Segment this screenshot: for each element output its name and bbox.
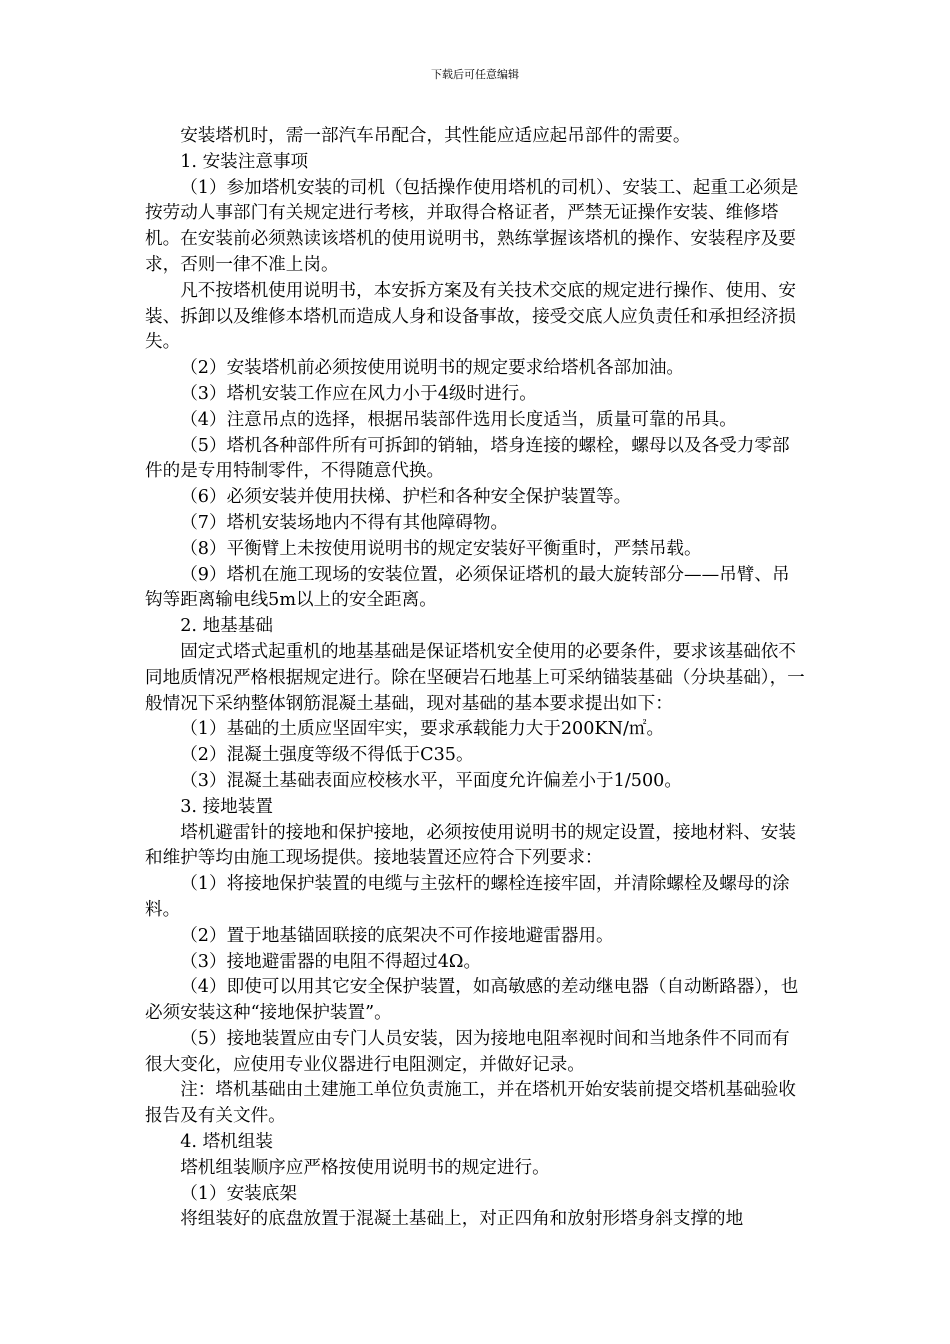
paragraph: （5）塔机各种部件所有可拆卸的销轴，塔身连接的螺栓，螺母以及各受力零部件的是专用特制零件，不得随意代换。: [145, 435, 790, 482]
paragraph: 固定式塔式起重机的地基基础是保证塔机安全使用的必要条件，要求该基础依不同地质情况严格根据规定进行。除在坚硬岩石地基上可采纳锚装基础（分块基础），一般情况下采纳整体钢筋混凝土基础，现对基础的基本要求提出如下：: [145, 641, 805, 714]
section-heading: 2. 地基基础: [180, 616, 273, 637]
paragraph: （2）安装塔机前必须按使用说明书的规定要求给塔机各部加油。: [180, 358, 685, 379]
section-heading: 3. 接地装置: [180, 796, 273, 817]
paragraph: （6）必须安装并使用扶梯、护栏和各种安全保护装置等。: [180, 487, 632, 508]
section-heading: 4. 塔机组装: [180, 1132, 273, 1153]
paragraph: （4）注意吊点的选择，根据吊装部件选用长度适当，质量可靠的吊具。: [180, 409, 737, 430]
paragraph: （3）混凝土基础表面应校核水平，平面度允许偏差小于1/500。: [180, 770, 682, 791]
paragraph: （1）将接地保护装置的电缆与主弦杆的螺栓连接牢固，并清除螺栓及螺母的涂料。: [145, 874, 790, 920]
note-paragraph: 注：塔机基础由土建施工单位负责施工，并在塔机开始安装前提交塔机基础验收报告及有关文件。: [145, 1080, 796, 1127]
paragraph: （3）塔机安装工作应在风力小于4级时进行。: [180, 383, 537, 404]
section-heading: 1. 安装注意事项: [180, 151, 309, 172]
paragraph: （2）混凝土强度等级不得低于C35。: [180, 745, 474, 766]
page-header: 下载后可任意编辑: [431, 68, 519, 81]
paragraph: （9）塔机在施工现场的安装位置，必须保证塔机的最大旋转部分——吊臂、吊钩等距离输电线5m以上的安全距离。: [145, 564, 790, 611]
paragraph: （1）安装底架: [180, 1183, 297, 1204]
paragraph: （4）即使可以用其它安全保护装置，如高敏感的差动继电器（自动断路器），也必须安装这种“接地保护装置”。: [145, 977, 799, 1024]
paragraph: 安装塔机时，需一部汽车吊配合，其性能应适应起吊部件的需要。: [180, 126, 691, 146]
paragraph: 凡不按塔机使用说明书，本安拆方案及有关技术交底的规定进行操作、使用、安装、拆卸以及维修本塔机而造成人身和设备事故，接受交底人应负责任和承担经济损失。: [145, 280, 796, 353]
paragraph: （5）接地装置应由专门人员安装，因为接地电阻率视时间和当地条件不同而有很大变化，应使用专业仪器进行电阻测定，并做好记录。: [145, 1028, 790, 1075]
paragraph: （8）平衡臂上未按使用说明书的规定安装好平衡重时，严禁吊载。: [180, 538, 702, 559]
paragraph: （1）基础的土质应坚固牢实，要求承载能力大于200KN/㎡。: [180, 719, 665, 740]
paragraph: （1）参加塔机安装的司机（包括操作使用塔机的司机）、安装工、起重工必须是按劳动人事部门有关规定进行考核，并取得合格证者，严禁无证操作安装、维修塔机。在安装前必须熟读该塔机的使用说明书，熟练掌握该塔机的操作、安装程序及要求，否则一律不准上岗。: [145, 177, 799, 275]
paragraph: （2）置于地基锚固联接的底架决不可作接地避雷器用。: [180, 925, 614, 946]
document-body: [145, 124, 805, 1233]
paragraph: 塔机避雷针的接地和保护接地，必须按使用说明书的规定设置，接地材料、安装和维护等均由施工现场提供。接地装置还应符合下列要求：: [145, 822, 796, 869]
paragraph: （7）塔机安装场地内不得有其他障碍物。: [180, 512, 509, 533]
paragraph: 塔机组装顺序应严格按使用说明书的规定进行。: [180, 1157, 550, 1178]
paragraph: 将组装好的底盘放置于混凝土基础上，对正四角和放射形塔身斜支撑的地: [180, 1209, 744, 1230]
paragraph: （3）接地避雷器的电阻不得超过4Ω。: [180, 951, 482, 972]
